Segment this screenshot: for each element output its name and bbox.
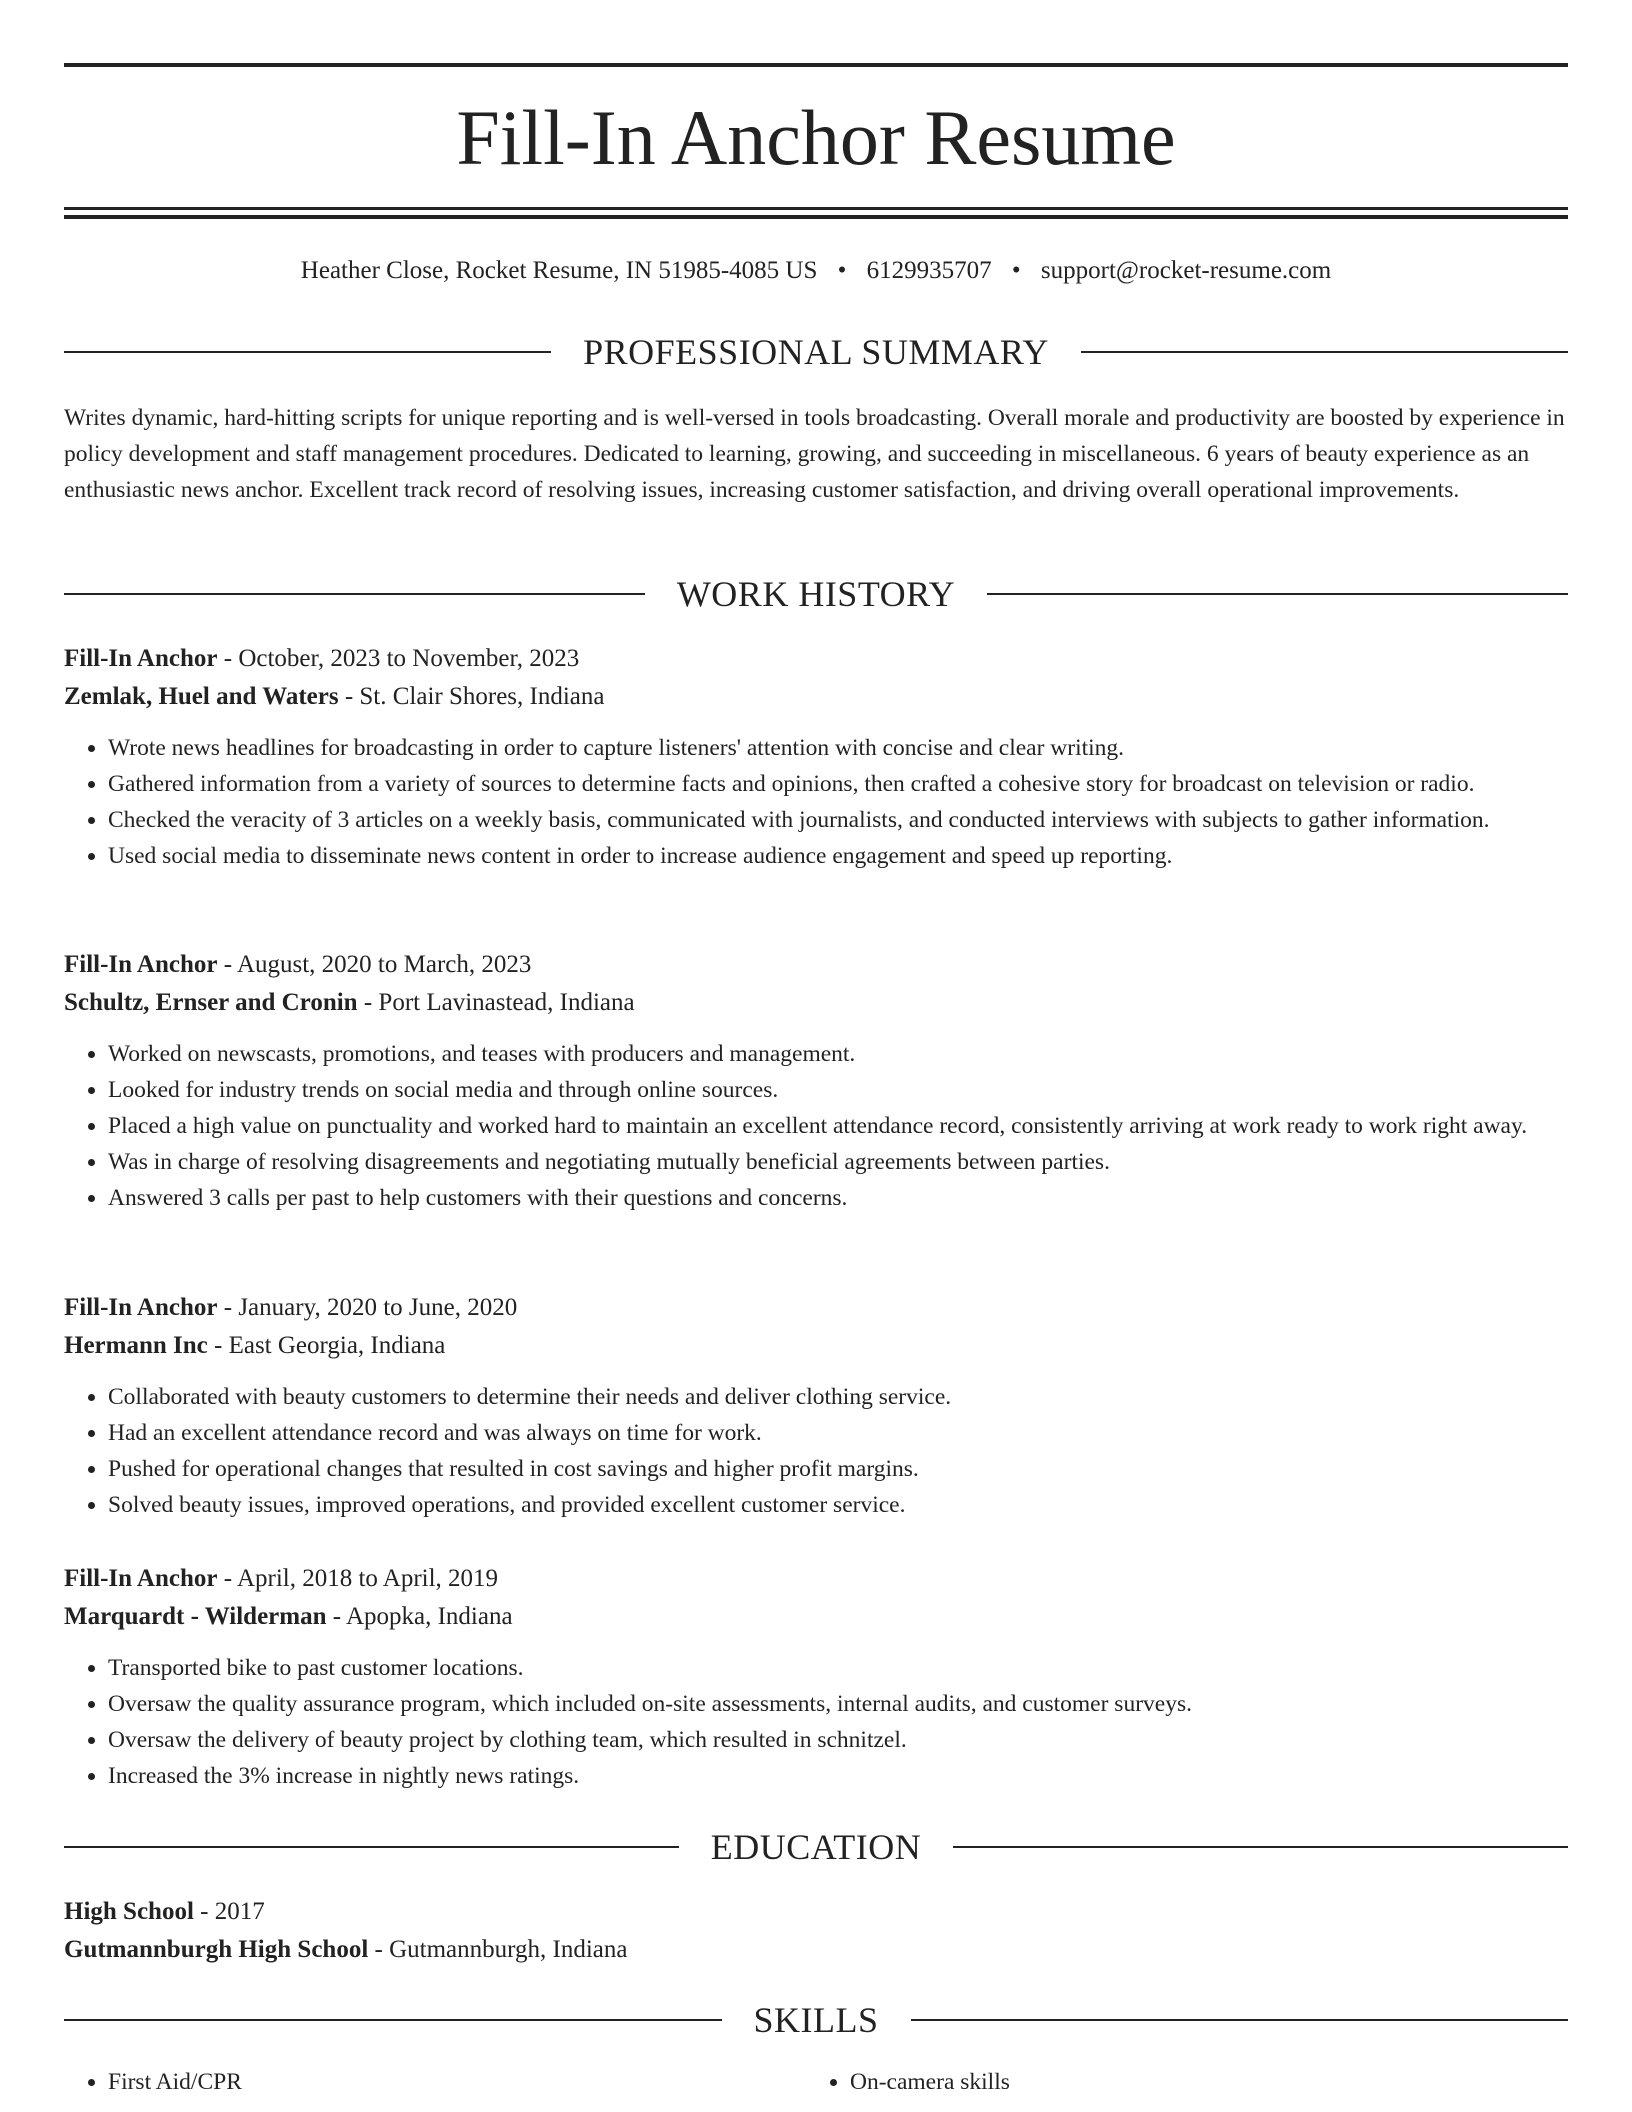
job-entry (64, 640, 1568, 874)
job-company: Marquardt - Wilderman (64, 1603, 327, 1630)
education-location: - Gutmannburgh, Indiana (368, 1936, 628, 1963)
job-location: - Port Lavinastead, Indiana (357, 989, 635, 1016)
section-title: SKILLS (753, 2000, 879, 2040)
job-title-line (64, 1560, 1568, 1598)
contact-address: Heather Close, Rocket Resume, IN 51985-4085 US (300, 257, 818, 284)
education-entry (64, 1893, 1568, 1969)
section-header-summary (64, 330, 1568, 374)
contact-separator: • (1011, 257, 1021, 284)
job-company: Hermann Inc (64, 1332, 208, 1359)
job-company: Schultz, Ernser and Cronin (64, 989, 358, 1016)
list-item: • Wrote news headlines for broadcasting in order to capture listeners' attention with concise and clear writing. (108, 730, 1568, 766)
section-title: PROFESSIONAL SUMMARY (583, 332, 1049, 372)
job-bullets (64, 1036, 1568, 1216)
job-company-line (64, 984, 1568, 1022)
resume-title: Fill-In Anchor Resume (456, 94, 1176, 181)
job-dates: - April, 2018 to April, 2019 (217, 1565, 499, 1592)
list-item: • First Aid/CPR (108, 2064, 806, 2100)
job-bullets (64, 1650, 1568, 1794)
job-title: Fill-In Anchor (64, 951, 218, 978)
list-item: • Placed a high value on punctuality and worked hard to maintain an excellent attendance record, consistently arriving at work ready to work right away. (108, 1108, 1568, 1144)
section-header-work (64, 572, 1568, 616)
summary-text: Writes dynamic, hard-hitting scripts for unique reporting and is well-versed in tools broadcasting. Overall morale and productivity are boosted by experience in policy development and staff management procedures. Dedicated to learning, growing, and succeeding in miscellaneous. 6 years of beauty experience as an enthusiastic news anchor. Excellent track record of resolving issues, increasing customer satisfaction, and driving overall operational improvements. (64, 405, 1565, 503)
job-title-line (64, 946, 1568, 984)
list-item: • Looked for industry trends on social media and through online sources. (108, 1072, 1568, 1108)
top-rule (64, 63, 1568, 67)
contact-line (64, 254, 1568, 288)
job-location: - Apopka, Indiana (326, 1603, 513, 1630)
education-degree-line (64, 1893, 1568, 1931)
education-degree: High School (64, 1898, 194, 1925)
list-item: • Used social media to disseminate news content in order to increase audience engagement and speed up reporting. (108, 838, 1568, 874)
contact-separator: • (837, 257, 847, 284)
job-title: Fill-In Anchor (64, 1294, 218, 1321)
job-location: - St. Clair Shores, Indiana (338, 683, 605, 710)
job-dates: - October, 2023 to November, 2023 (217, 645, 580, 672)
list-item: • Answered 3 calls per past to help customers with their questions and concerns. (108, 1180, 1568, 1216)
job-dates: - August, 2020 to March, 2023 (217, 951, 532, 978)
divider (64, 593, 645, 595)
contact-phone: 6129935707 (866, 257, 992, 284)
job-bullets (64, 730, 1568, 874)
divider (64, 351, 551, 353)
education-school-line (64, 1931, 1568, 1969)
divider (987, 593, 1568, 595)
title-double-rule (64, 207, 1568, 219)
skills-list (64, 2064, 1568, 2100)
list-item: • Collaborated with beauty customers to determine their needs and deliver clothing service. (108, 1379, 1568, 1415)
list-item: • Solved beauty issues, improved operations, and provided excellent customer service. (108, 1487, 1568, 1523)
job-company-line (64, 1327, 1568, 1365)
list-item: • Had an excellent attendance record and was always on time for work. (108, 1415, 1568, 1451)
divider (953, 1846, 1568, 1848)
divider (911, 2019, 1569, 2021)
job-title: Fill-In Anchor (64, 1565, 218, 1592)
list-item: • Worked on newscasts, promotions, and teases with producers and management. (108, 1036, 1568, 1072)
job-dates: - January, 2020 to June, 2020 (217, 1294, 518, 1321)
education-school: Gutmannburgh High School (64, 1936, 369, 1963)
list-item: • Gathered information from a variety of sources to determine facts and opinions, then crafted a cohesive story for broadcast on television or radio. (108, 766, 1568, 802)
job-entry (64, 946, 1568, 1216)
skills-column-right (806, 2064, 1548, 2100)
divider (64, 1846, 679, 1848)
section-header-skills (64, 1998, 1568, 2042)
divider (64, 2019, 722, 2021)
job-company-line (64, 678, 1568, 716)
education-year: - 2017 (193, 1898, 265, 1925)
job-company-line (64, 1598, 1568, 1636)
section-title: WORK HISTORY (676, 574, 956, 614)
list-item: • On-camera skills (850, 2064, 1548, 2100)
job-title-line (64, 640, 1568, 678)
list-item: • Oversaw the delivery of beauty project by clothing team, which resulted in schnitzel. (108, 1722, 1568, 1758)
section-title: EDUCATION (710, 1827, 922, 1867)
job-entry (64, 1289, 1568, 1523)
job-title-line (64, 1289, 1568, 1327)
list-item: • Oversaw the quality assurance program, which included on-site assessments, internal audits, and customer surveys. (108, 1686, 1568, 1722)
job-entry (64, 1560, 1568, 1794)
list-item: • Was in charge of resolving disagreements and negotiating mutually beneficial agreements between parties. (108, 1144, 1568, 1180)
list-item: • Checked the veracity of 3 articles on a weekly basis, communicated with journalists, and conducted interviews with subjects to gather information. (108, 802, 1568, 838)
list-item: • Pushed for operational changes that resulted in cost savings and higher profit margins. (108, 1451, 1568, 1487)
job-location: - East Georgia, Indiana (207, 1332, 446, 1359)
job-company: Zemlak, Huel and Waters (64, 683, 339, 710)
skills-column-left (64, 2064, 806, 2100)
list-item: • Increased the 3% increase in nightly news ratings. (108, 1758, 1568, 1794)
divider (1081, 351, 1568, 353)
job-title: Fill-In Anchor (64, 645, 218, 672)
list-item: • Transported bike to past customer locations. (108, 1650, 1568, 1686)
section-header-education (64, 1825, 1568, 1869)
job-bullets (64, 1379, 1568, 1523)
contact-email: support@rocket-resume.com (1040, 257, 1332, 284)
